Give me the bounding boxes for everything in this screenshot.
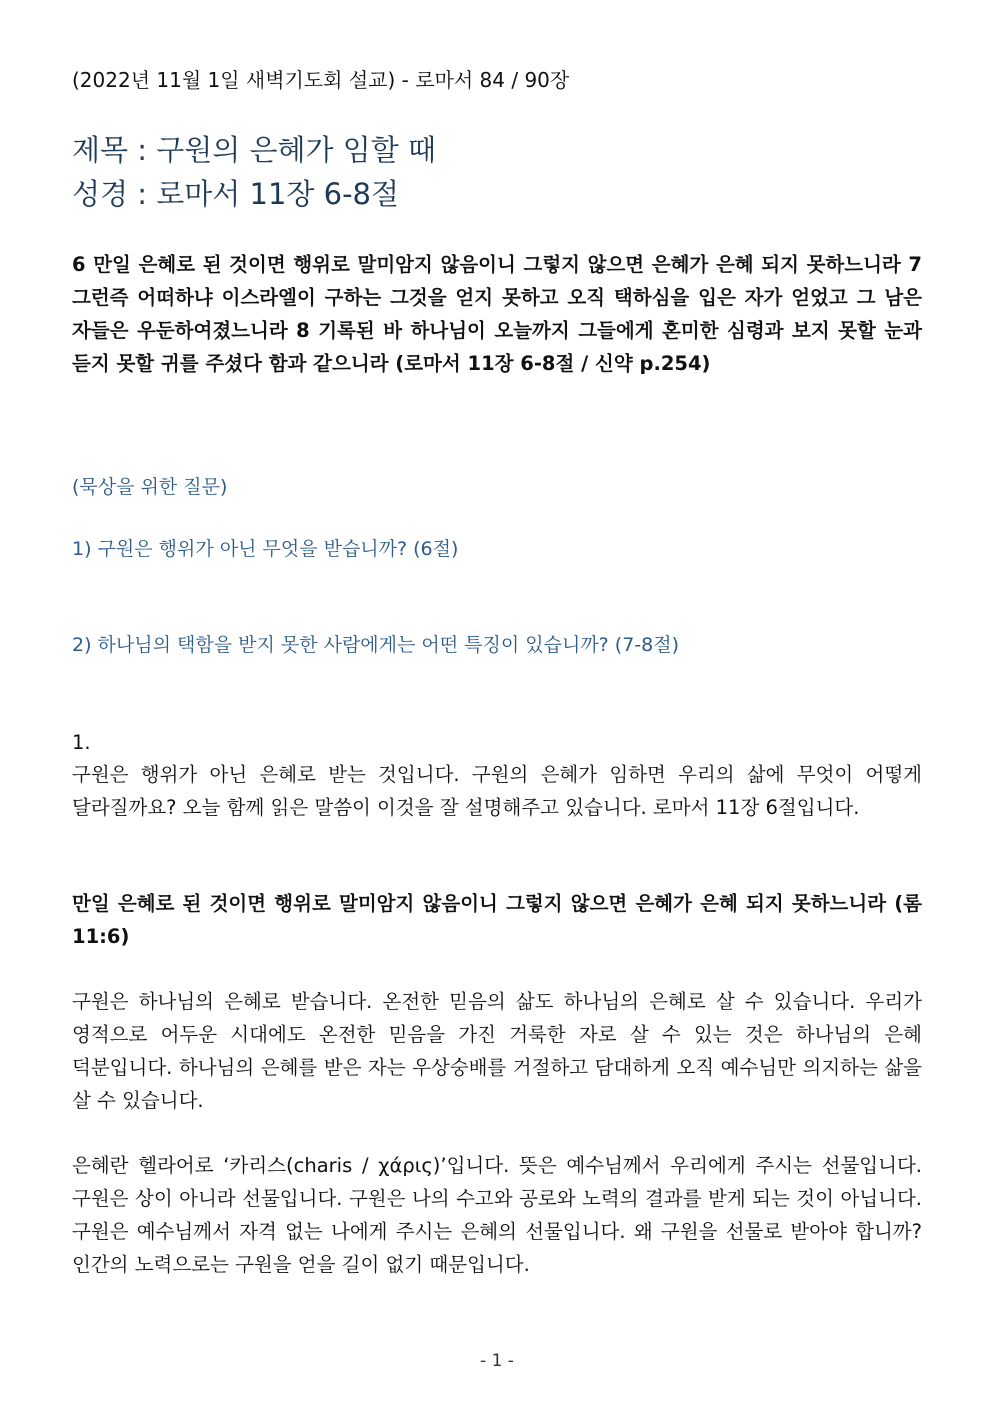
scripture-reference: 성경 : 로마서 11장 6-8절 [72,177,400,211]
sermon-paragraph-2: 구원은 하나님의 은혜로 받습니다. 온전한 믿음의 삶도 하나님의 은혜로 살 수 있습니다. 우리가 영적으로 어두운 시대에도 온전한 믿음을 가진 거룩한 자로 살 수 있는 것은 하나님의 은혜 덕분입니다. 하나님의 은혜를 받은 자는 우상숭배를 거절하고 담대하게 오직 예수님만 의지하는 삶을 살 수 있습니다. [72,990,922,1112]
meditation-question-1: 1) 구원은 행위가 아닌 무엇을 받습니까? (6절) [72,538,459,560]
sermon-title: 제목 : 구원의 은혜가 임할 때 [72,133,437,167]
meditation-question-2: 2) 하나님의 택함을 받지 못한 사람에게는 어떤 특징이 있습니까? (7-8절) [72,634,680,656]
document-page [72,0,922,1403]
page-number: - 1 - [480,1351,514,1371]
sermon-header-meta: (2022년 11월 1일 새벽기도회 설교) - 로마서 84 / 90장 [72,68,570,92]
sermon-paragraph-1: 구원은 행위가 아닌 은혜로 받는 것입니다. 구원의 은혜가 임하면 우리의 삶에 무엇이 어떻게 달라질까요? 오늘 함께 읽은 말씀이 이것을 잘 설명해주고 있습니다. 로마서 11장 6절입니다. [72,763,922,819]
sermon-paragraph-3: 은혜란 헬라어로 ‘카리스(charis / χάρις)’입니다. 뜻은 예수님께서 우리에게 주시는 선물입니다. 구원은 상이 아니라 선물입니다. 구원은 나의 수고와 공로와 노력의 결과를 받게 되는 것이 아닙니다. 구원은 예수님께서 자격 없는 나에게 주시는 은혜의 선물입니다. 왜 구원을 선물로 받아야 합니까? 인간의 노력으로는 구원을 얻을 길이 없기 때문입니다. [72,1154,922,1276]
section-number: 1. [72,731,91,754]
scripture-passage: 6 만일 은혜로 된 것이면 행위로 말미암지 않음이니 그렇지 않으면 은혜가 은혜 되지 못하느니라 7 그런즉 어떠하냐 이스라엘이 구하는 그것을 얻지 못하고 오직 택하심을 입은 자가 얻었고 그 남은 자들은 우둔하여졌느니라 8 기록된 바 하나님이 오늘까지 그들에게 혼미한 심령과 보지 못할 눈과 듣지 못할 귀를 주셨다 함과 같으니라 (로마서 11장 6-8절 / 신약 p.254) [72,253,922,375]
meditation-heading: (묵상을 위한 질문) [72,476,228,498]
quoted-verse: 만일 은혜로 된 것이면 행위로 말미암지 않음이니 그렇지 않으면 은혜가 은혜 되지 못하느니라 (롬 11:6) [72,892,922,948]
